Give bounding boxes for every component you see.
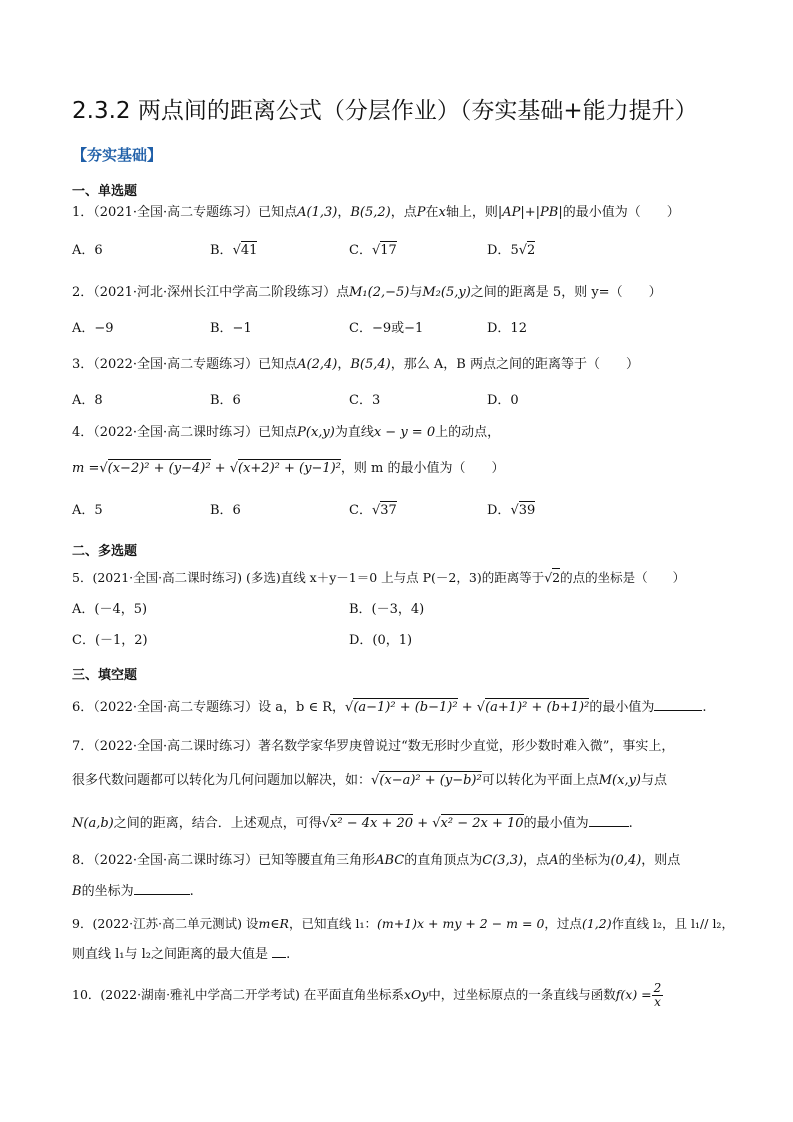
answer-blank[interactable] xyxy=(589,816,629,827)
question-9-line-1: 9．(2022·江苏·高二单元测试) 设m∈R，已知直线 l₁：(m+1)x + my + 2 − m = 0，过点(1,2)作直线 l₂，且 l₁// l₂， xyxy=(72,916,734,931)
q2-option-c: C．−9或−1 xyxy=(349,321,424,336)
q1-option-b: B．√41 xyxy=(210,243,258,258)
question-3: 3．（2022·全国·高二专题练习）已知点A(2,4)，B(5,4)，那么 A，B 两点之间的距离等于（ ） xyxy=(72,357,639,372)
question-10: 10．(2022·湖南·雅礼中学高二开学考试) 在平面直角坐标系xOy中，过坐标原点的一条直线与函数f(x) = $\frac{2}{x}$ xyxy=(72,981,662,1009)
sqrt-symbol: √ xyxy=(371,243,381,258)
sqrt-symbol: √ xyxy=(345,700,354,715)
question-9-line-2: 则直线 l₁与 l₂之间距离的最大值是 . xyxy=(72,947,291,962)
q4-option-d: D．√39 xyxy=(487,503,536,518)
answer-blank[interactable] xyxy=(272,947,286,958)
answer-blank[interactable] xyxy=(654,700,702,711)
q1-option-d: D．5√2 xyxy=(487,243,536,258)
sqrt-symbol: √ xyxy=(432,816,441,831)
question-7-line-1: 7．（2022·全国·高二课时练习）著名数学家华罗庚曾说过“数无形时少直觉，形少数时难入微”，事实上， xyxy=(72,739,675,754)
question-1: 1．（2021·全国·高二专题练习）已知点A(1,3)，B(5,2)，点P在x轴上，则|AP|+|PB|的最小值为（ ） xyxy=(72,205,680,220)
q5-option-d: D．(0，1) xyxy=(349,633,413,648)
sqrt-symbol: √ xyxy=(232,243,241,258)
q2-option-b: B．−1 xyxy=(210,321,252,336)
sqrt-symbol: √ xyxy=(544,570,553,585)
question-4-formula: m =√(x−2)² + (y−4)² + √(x+2)² + (y−1)²，则 m 的最小值为（ ） xyxy=(72,461,505,476)
section-heading-multi-choice: 二、多选题 xyxy=(72,544,138,559)
sqrt-symbol: √ xyxy=(510,503,519,518)
answer-blank[interactable] xyxy=(134,884,190,895)
q5-option-c: C．(－1，2) xyxy=(72,633,148,648)
section-subtitle: 【夯实基础】 xyxy=(72,146,163,164)
question-5: 5．(2021·全国·高二课时练习) (多选)直线 x＋y－1＝0 上与点 P(－2，3)的距离等于√2的点的坐标是（ ） xyxy=(72,570,686,585)
sqrt-symbol: √ xyxy=(99,461,108,476)
q4-option-a: A．5 xyxy=(72,503,103,518)
q2-option-d: D．12 xyxy=(487,321,527,336)
q4-option-b: B．6 xyxy=(210,503,241,518)
q2-option-a: A．−9 xyxy=(72,321,114,336)
q3-option-c: C．3 xyxy=(349,393,381,408)
q3-option-b: B．6 xyxy=(210,393,241,408)
q5-option-a: A．(－4，5) xyxy=(72,602,148,617)
section-heading-fill-blank: 三、填空题 xyxy=(72,668,138,683)
page-title: 2.3.2 两点间的距离公式（分层作业）（夯实基础+能力提升） xyxy=(72,98,698,124)
question-6: 6．（2022·全国·高二专题练习）设 a，b ∈ R，√(a−1)² + (b−1)² + √(a+1)² + (b+1)²的最小值为 . xyxy=(72,700,707,715)
question-4: 4．（2022·全国·高二课时练习）已知点P(x,y)为直线x − y = 0上的动点， xyxy=(72,425,501,440)
q1-option-c: C．√17 xyxy=(349,243,397,258)
question-7-line-3: N(a,b)之间的距离，结合．上述观点，可得√x² − 4x + 20 + √x² − 2x + 10的最小值为 . xyxy=(72,816,633,831)
sqrt-symbol: √ xyxy=(229,461,239,476)
q3-option-d: D．0 xyxy=(487,393,519,408)
sqrt-symbol: √ xyxy=(518,243,528,258)
q5-option-b: B．(－3，4) xyxy=(349,602,425,617)
question-2: 2．（2021·河北·深州长江中学高二阶段练习）点M₁(2,−5)与M₂(5,y)之间的距离是 5，则 y=（ ） xyxy=(72,285,662,300)
question-8-line-2: B的坐标为 . xyxy=(72,884,194,899)
q4-option-c: C．√37 xyxy=(349,503,397,518)
section-heading-single-choice: 一、单选题 xyxy=(72,184,138,199)
sqrt-symbol: √ xyxy=(476,700,486,715)
question-7-line-2: 很多代数问题都可以转化为几何问题加以解决，如：√(x−a)² + (y−b)²可以转化为平面上点M(x,y)与点 xyxy=(72,773,668,788)
sqrt-symbol: √ xyxy=(371,503,381,518)
question-8-line-1: 8．（2022·全国·高二课时练习）已知等腰直角三角形ABC的直角顶点为C(3,3)，点A的坐标为(0,4)，则点 xyxy=(72,853,681,868)
q1-option-a: A．6 xyxy=(72,243,103,258)
fraction: $\frac{2}{x}$ xyxy=(653,981,662,1009)
sqrt-symbol: √ xyxy=(321,816,331,831)
sqrt-symbol: √ xyxy=(371,773,380,788)
q3-option-a: A．8 xyxy=(72,393,103,408)
